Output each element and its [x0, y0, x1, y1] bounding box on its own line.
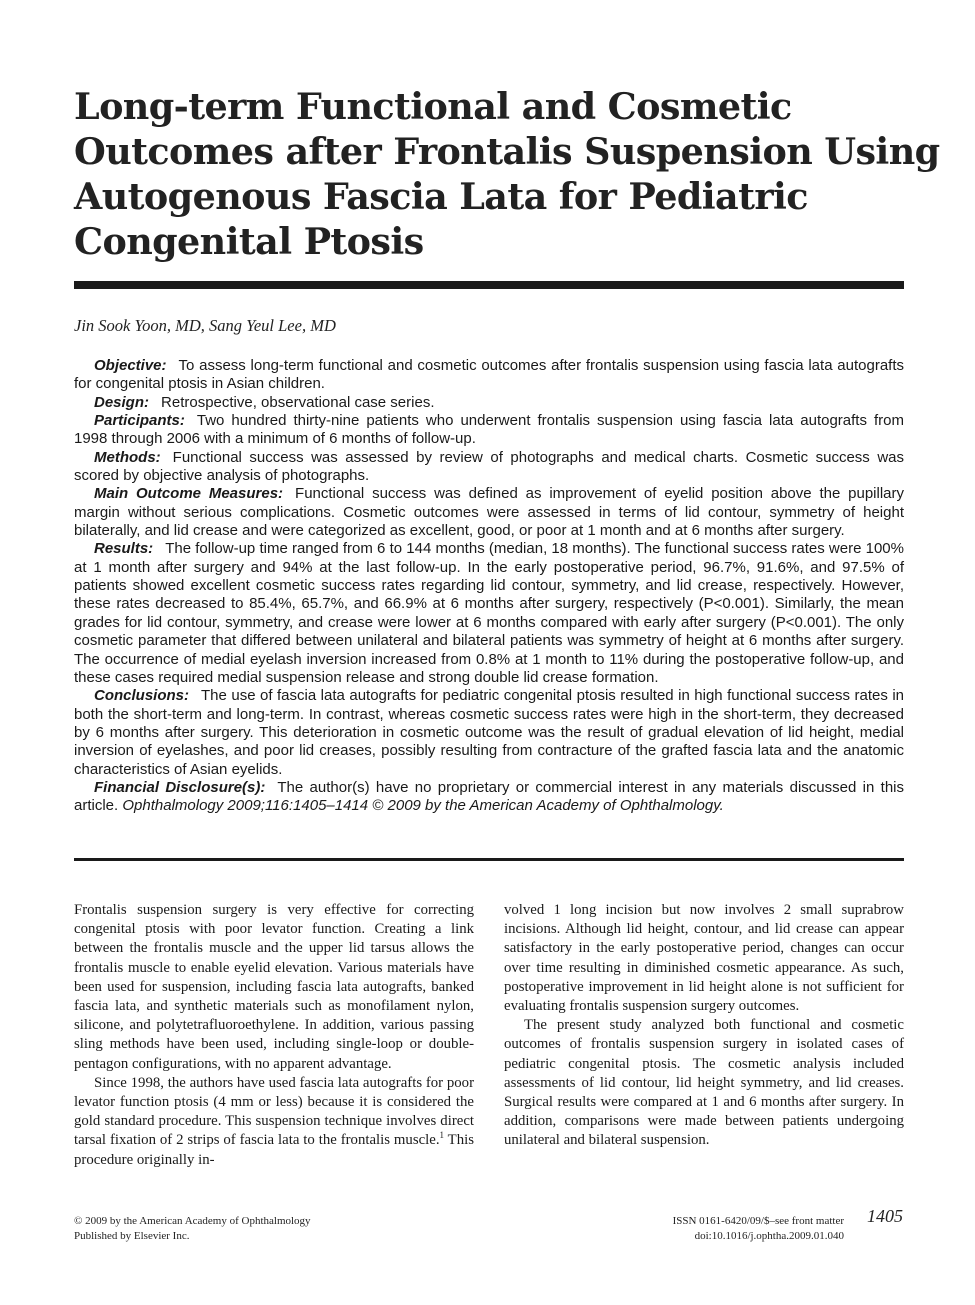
section-label: Conclusions: — [94, 687, 190, 705]
abstract-financial — [74, 779, 904, 816]
author-list: Jin Sook Yoon, MD, Sang Yeul Lee, MD — [74, 316, 336, 335]
section-label: Main Outcome Measures: — [94, 485, 284, 503]
title-line: Long-term Functional and Cosmetic — [74, 85, 792, 128]
title-line: Congenital Ptosis — [74, 220, 424, 263]
section-text: To assess long-term functional and cosmetic outcomes after frontalis suspension using fascia lata autografts for congenital ptosis in Asian children. — [74, 357, 904, 393]
section-text: Two hundred thirty-nine patients who underwent frontalis suspension using fascia lata autografts from 1998 through 2006 with a minimum of 6 months of follow-up. — [74, 412, 904, 448]
section-label: Design: — [94, 393, 150, 411]
section-label: Methods: — [94, 448, 161, 466]
copyright-line: © 2009 by the American Academy of Ophthalmology — [74, 1215, 311, 1227]
section-label: Results: — [94, 540, 154, 558]
footer-publisher — [74, 1214, 311, 1244]
publisher-line: Published by Elsevier Inc. — [74, 1230, 190, 1242]
abstract-design — [74, 394, 904, 412]
abstract-objective — [74, 357, 904, 394]
body-paragraph: The present study analyzed both functional and cosmetic outcomes of frontalis suspension surgery in isolated cases of pediatric congenital ptosis. The cosmetic analysis included assessments of lid contour, lid height symmetry, and lid creases. Surgical results were compared at 1 and 6 months after surgery. In addition, comparisons were made between patients undergoing unilateral and bilateral suspension. — [504, 1017, 904, 1149]
section-text: Retrospective, observational case series. — [161, 393, 435, 411]
abstract-participants — [74, 412, 904, 449]
section-label: Financial Disclosure(s): — [94, 778, 266, 796]
abstract — [74, 357, 904, 816]
body-column-left — [74, 901, 474, 1170]
body-paragraph: Frontalis suspension surgery is very effective for correcting congenital ptosis with poor levator function. Creating a link between the frontalis muscle and the upper lid tarsus allows the frontalis muscle to enable eyelid elevation. Various materials have been used for suspension, including fascia lata autografts, banked fascia lata, and synthetic materials such as monofilament nylon, silicone, and polytetrafluoroethylene. In addition, various passing sling methods have been used, including single-loop or double-pentagon configurations, with no apparent advantage. — [74, 902, 474, 1072]
article-title — [74, 84, 940, 264]
paragraph-text: Since 1998, the authors have used fascia lata autografts for poor levator function ptosis (4 mm or less) because it is considered the gold standard procedure. This suspension technique involves direct tarsal fixation of 2 strips of fascia lata to the frontalis muscle. — [74, 1074, 474, 1149]
section-label: Participants: — [94, 412, 185, 430]
journal-citation: Ophthalmology 2009;116:1405–1414 © 2009 by the American Academy of Ophthalmology. — [122, 797, 724, 815]
section-text: The use of fascia lata autografts for pediatric congenital ptosis resulted in high functional success rates in both the short-term and long-term. In contrast, whereas cosmetic success rates were high in the short-term, they decreased by 6 months after surgery. This deterioration in cosmetic outcome was the result of gradual elevation of lid height, medial inversion of eyelashes, and poor lid creases, possibly resulting from contracture of the grafted fascia lata and the anatomic characteristics of Asian eyelids. — [74, 687, 904, 778]
footer-identifiers — [673, 1214, 844, 1244]
section-text: The follow-up time ranged from 6 to 144 months (median, 18 months). The functional success rates were 100% at 1 month after surgery and 94% at the last follow-up. In the early postoperative period, 96.7%, 91.6%, and 97.5% of patients showed excellent cosmetic success rates regarding lid contour, symmetry, and lid crease, respectively. However, these rates decreased to 85.4%, 65.7%, and 66.9% at 6 months after surgery, respectively (P<0.001). Similarly, the mean grades for lid contour, symmetry, and crease were lower at 6 months compared with early after surgery (P<0.001). The only cosmetic parameter that differed between unilateral and bilateral patients was symmetry of height at 6 months after surgery. The occurrence of medial eyelash inversion increased from 0.8% at 1 month to 11% during the postoperative follow-up, and these cases required medial suspension release and strong double lid crease formation. — [74, 540, 904, 686]
section-text: Functional success was assessed by review of photographs and medical charts. Cosmetic success was scored by objective analysis of photographs. — [74, 448, 904, 485]
section-label: Objective: — [94, 357, 167, 374]
body-paragraph — [74, 1074, 474, 1170]
title-divider — [74, 281, 904, 289]
abstract-divider — [74, 858, 904, 861]
title-line: Autogenous Fascia Lata for Pediatric — [74, 175, 808, 218]
paragraph-text: This procedure originally in- — [74, 1132, 474, 1168]
section-text: The author(s) have no proprietary or commercial interest in any materials discussed in this article. — [74, 778, 904, 815]
abstract-conclusions — [74, 687, 904, 779]
abstract-results — [74, 540, 904, 687]
body-column-right — [504, 901, 904, 1151]
section-text: Functional success was defined as improvement of eyelid position above the pupillary margin without serious complications. Cosmetic outcomes were assessed in terms of lid contour, symmetry of height bilaterally, and lid crease and were categorized as excellent, good, or poor at 1 month and at 6 months after surgery. — [74, 485, 904, 540]
issn-line: ISSN 0161-6420/09/$–see front matter — [672, 1215, 844, 1227]
body-paragraph: volved 1 long incision but now involves 2 small suprabrow incisions. Although lid height, contour, and lid crease can appear satisfactory in the early postoperative period, changes can occur over time resulting in diminished cosmetic appearance. As such, postoperative improvement in lid height alone is not sufficient for evaluating frontalis suspension surgery outcomes. — [504, 902, 904, 1015]
abstract-methods — [74, 449, 904, 486]
doi-line: doi:10.1016/j.ophtha.2009.01.040 — [694, 1230, 844, 1242]
abstract-main-outcome — [74, 485, 904, 540]
reference-marker[interactable]: 1 — [439, 1130, 445, 1141]
page-number: 1405 — [867, 1206, 903, 1226]
title-line: Outcomes after Frontalis Suspension Using — [74, 130, 940, 173]
